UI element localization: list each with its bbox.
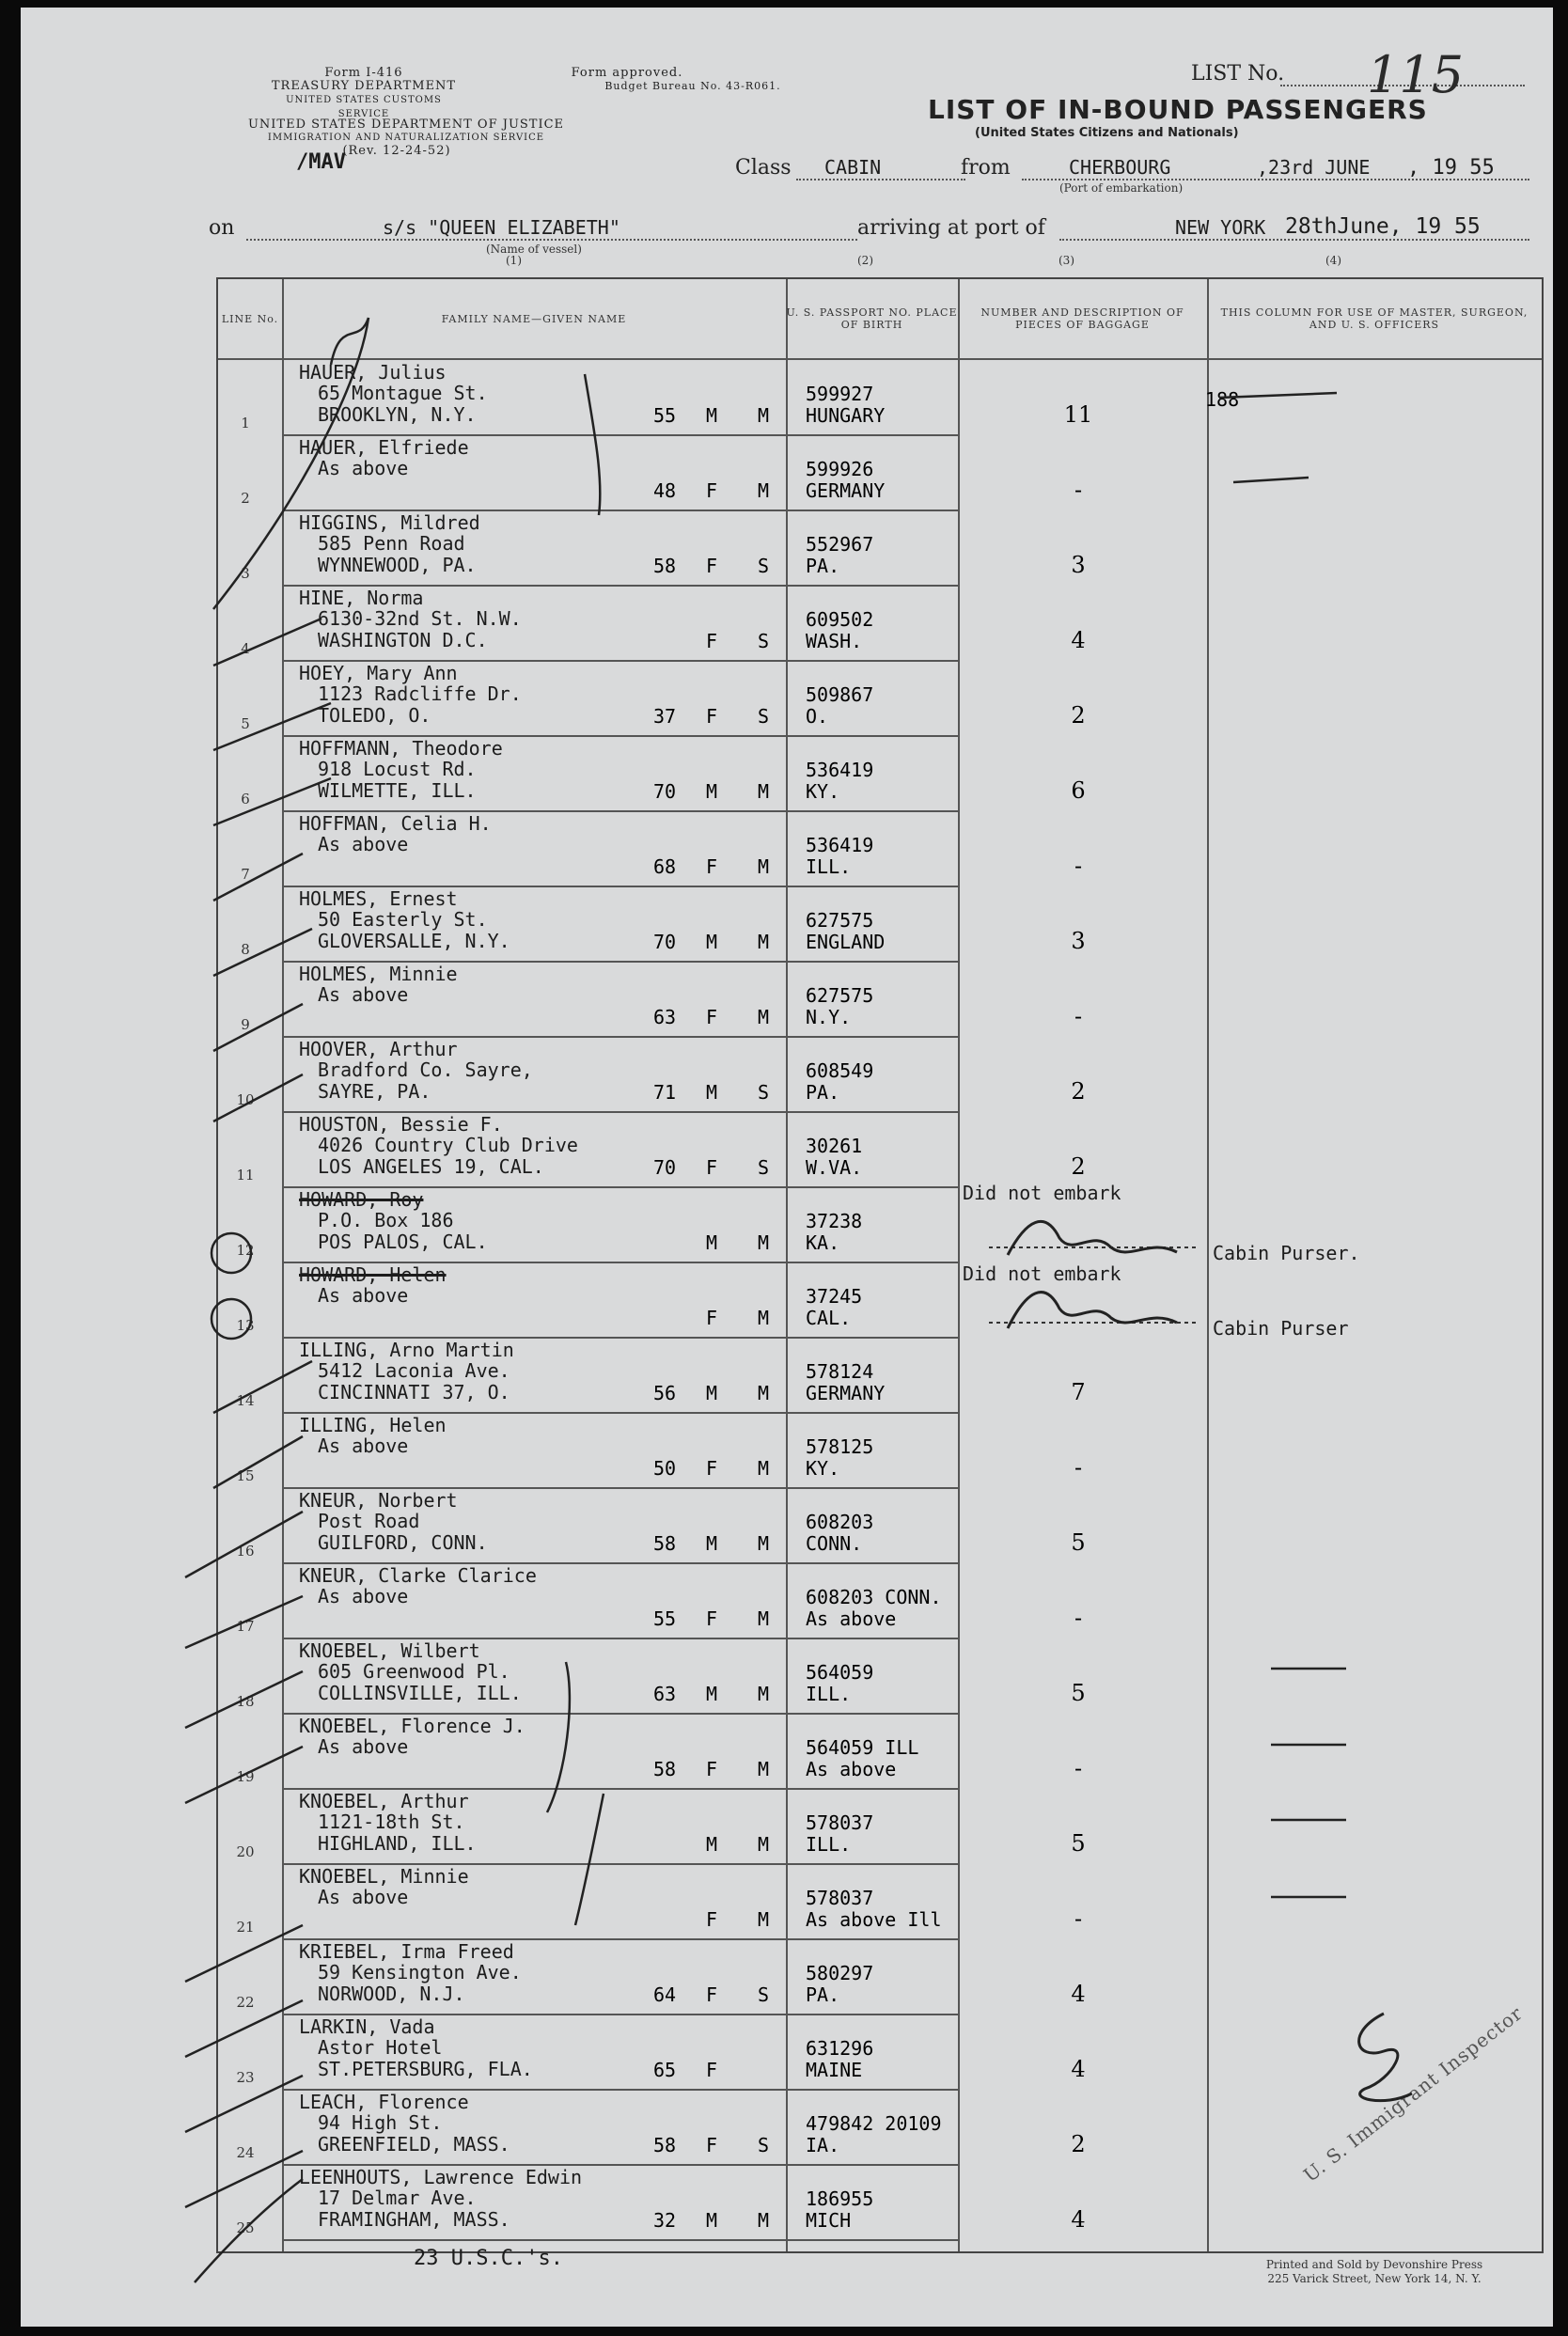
address-line: 4026 Country Club Drive <box>318 1134 578 1156</box>
line-number: 17 <box>236 1618 255 1635</box>
passenger-name: HOUSTON, Bessie F. <box>299 1113 503 1136</box>
baggage-count: - <box>1074 1605 1083 1631</box>
address-line: 59 Kensington Ave. <box>318 1961 522 1983</box>
passenger-name: KNEUR, Norbert <box>299 1489 458 1512</box>
birthplace: KY. <box>806 1457 840 1480</box>
sex-cell: F <box>705 1457 718 1480</box>
birthplace: ENGLAND <box>806 931 886 953</box>
line-number: 12 <box>236 1242 255 1259</box>
passport-number: 37245 <box>806 1285 863 1308</box>
passport-number: 578124 <box>806 1360 874 1383</box>
baggage-count: 5 <box>1071 1529 1086 1556</box>
vessel-name: s/s "QUEEN ELIZABETH" <box>383 216 620 239</box>
passenger-name: LEENHOUTS, Lawrence Edwin <box>299 2166 583 2188</box>
line-number: 21 <box>236 1919 255 1936</box>
passport-number: 608203 <box>806 1511 874 1533</box>
did-not-embark-note-2: Did not embark <box>963 1262 1121 1285</box>
birthplace: PA. <box>806 1081 840 1104</box>
arrival-date: 28thJune, 19 55 <box>1285 214 1481 239</box>
baggage-count: 5 <box>1071 1830 1086 1857</box>
address-line: Post Road <box>318 1510 420 1532</box>
marital-status-cell: M <box>757 479 770 502</box>
customs-label: UNITED STATES CUSTOMS SERVICE <box>286 95 442 119</box>
sex-cell: F <box>705 1156 718 1179</box>
passport-number: 609502 <box>806 608 874 631</box>
passport-number: 552967 <box>806 533 874 556</box>
baggage-count: - <box>1074 477 1083 503</box>
baggage-count: 2 <box>1071 1153 1086 1180</box>
cabin-purser-note-2: Cabin Purser <box>1213 1317 1349 1340</box>
passport-number: 578037 <box>806 1811 874 1834</box>
address-line: 5412 Laconia Ave. <box>318 1359 510 1382</box>
passenger-name: KNOEBEL, Wilbert <box>299 1639 480 1662</box>
cabin-purser-note-1: Cabin Purser. <box>1213 1242 1360 1264</box>
address-line: 918 Locust Rd. <box>318 758 477 780</box>
baggage-count: 7 <box>1071 1379 1086 1405</box>
address-line: P.O. Box 186 <box>318 1209 454 1231</box>
sex-cell: M <box>705 1081 718 1104</box>
marital-status-cell: M <box>757 1758 770 1780</box>
city-line: BROOKLYN, N.Y. <box>318 403 477 426</box>
on-label: on <box>209 216 235 240</box>
age-cell: 63 <box>652 1683 677 1705</box>
mav-code: /MAV <box>296 150 346 174</box>
departure-date: ,23rd JUNE <box>1257 156 1371 179</box>
marital-status-cell: S <box>757 630 770 652</box>
address-line: 585 Penn Road <box>318 532 465 555</box>
baggage-count: 6 <box>1071 777 1086 804</box>
from-value: CHERBOURG <box>1069 156 1171 179</box>
baggage-count: 2 <box>1071 2131 1086 2157</box>
passport-number: 564059 <box>806 1661 874 1684</box>
sex-cell: M <box>705 2209 718 2232</box>
doj-label: UNITED STATES DEPARTMENT OF JUSTICE <box>247 118 565 132</box>
city-line: WASHINGTON D.C. <box>318 629 488 651</box>
manifest-page <box>21 8 1553 2327</box>
address-line: 1123 Radcliffe Dr. <box>318 682 522 705</box>
arrival-port: NEW YORK <box>1175 216 1266 239</box>
marital-status-cell: M <box>757 1607 770 1630</box>
address-line: 65 Montague St. <box>318 382 488 404</box>
address-line: As above <box>318 1886 409 1908</box>
line-number: 11 <box>236 1167 255 1184</box>
passenger-name: HINE, Norma <box>299 587 424 609</box>
marital-status-cell: S <box>757 1081 770 1104</box>
col-num-2: (2) <box>857 254 873 267</box>
departure-year: , 19 55 <box>1407 156 1495 180</box>
age-cell: 68 <box>652 855 677 878</box>
passenger-name: ILLING, Helen <box>299 1414 447 1436</box>
line-number: 16 <box>236 1543 255 1560</box>
baggage-count: 2 <box>1071 1078 1086 1105</box>
marital-status-cell: M <box>757 1532 770 1555</box>
passenger-name: HOLMES, Minnie <box>299 963 458 985</box>
baggage-count: 4 <box>1071 627 1086 653</box>
marital-status-cell: S <box>757 1156 770 1179</box>
birthplace: As above <box>806 1758 897 1780</box>
passport-number: 578037 <box>806 1887 874 1909</box>
baggage-count: 4 <box>1071 2056 1086 2082</box>
city-line: LOS ANGELES 19, CAL. <box>318 1155 544 1178</box>
passenger-name: KNOEBEL, Minnie <box>299 1865 469 1888</box>
birthplace: ILL. <box>806 1833 852 1856</box>
city-line: GREENFIELD, MASS. <box>318 2133 510 2156</box>
revision: (Rev. 12-24-52) <box>342 144 451 158</box>
sex-cell: F <box>705 855 718 878</box>
passenger-name: KNOEBEL, Arthur <box>299 1790 469 1812</box>
birthplace: GERMANY <box>806 479 886 502</box>
birthplace: PA. <box>806 555 840 577</box>
birthplace: ILL. <box>806 1683 852 1705</box>
sex-cell: F <box>705 1607 718 1630</box>
line-number: 9 <box>241 1016 250 1033</box>
marital-status-cell: M <box>757 1833 770 1856</box>
marital-status-cell: M <box>757 1382 770 1404</box>
passenger-name: LARKIN, Vada <box>299 2015 435 2038</box>
passenger-name: HOLMES, Ernest <box>299 887 458 910</box>
marital-status-cell: M <box>757 1908 770 1931</box>
col-num-4: (4) <box>1325 254 1341 267</box>
birthplace: N.Y. <box>806 1006 852 1028</box>
line-number: 7 <box>241 866 250 883</box>
marital-status-cell: M <box>757 2209 770 2232</box>
class-value: CABIN <box>824 156 882 179</box>
passport-number: 37238 <box>806 1210 863 1232</box>
birthplace: CAL. <box>806 1307 852 1329</box>
baggage-count: 2 <box>1071 702 1086 729</box>
age-cell: 50 <box>652 1457 677 1480</box>
address-line: Astor Hotel <box>318 2036 443 2059</box>
approved-label: Form approved. <box>571 66 683 80</box>
birthplace: KY. <box>806 780 840 803</box>
passport-number: 536419 <box>806 834 874 856</box>
line-number: 15 <box>236 1467 255 1484</box>
line-number: 1 <box>241 415 250 431</box>
passenger-name: KNEUR, Clarke Clarice <box>299 1564 537 1587</box>
ins-label: IMMIGRATION AND NATURALIZATION SERVICE <box>267 133 545 143</box>
marital-status-cell: S <box>757 705 770 728</box>
city-line: WYNNEWOOD, PA. <box>318 554 477 576</box>
passenger-name: HOEY, Mary Ann <box>299 662 458 684</box>
passenger-name: HAUER, Elfriede <box>299 436 469 459</box>
col-num-3: (3) <box>1058 254 1074 267</box>
birthplace: WASH. <box>806 630 863 652</box>
line-number: 10 <box>236 1091 255 1108</box>
marital-status-cell: S <box>757 555 770 577</box>
age-cell: 64 <box>652 1983 677 2006</box>
passenger-name: HOFFMAN, Celia H. <box>299 812 492 835</box>
form-subtitle: (United States Citizens and Nationals) <box>975 126 1239 140</box>
age-cell: 58 <box>652 1532 677 1555</box>
baggage-count: 4 <box>1071 2206 1086 2233</box>
baggage-count: 3 <box>1071 552 1086 578</box>
age-cell: 63 <box>652 1006 677 1028</box>
sex-cell: M <box>705 931 718 953</box>
age-cell: 58 <box>652 2134 677 2156</box>
sex-cell: M <box>705 780 718 803</box>
sex-cell: M <box>705 404 718 427</box>
line-number: 18 <box>236 1693 255 1710</box>
address-line: 605 Greenwood Pl. <box>318 1660 510 1683</box>
baggage-count: - <box>1074 1905 1083 1932</box>
age-cell: 70 <box>652 780 677 803</box>
age-cell: 37 <box>652 705 677 728</box>
marital-status-cell: M <box>757 1683 770 1705</box>
passport-number: 479842 20109 <box>806 2112 942 2135</box>
sex-cell: M <box>705 1382 718 1404</box>
baggage-count: 4 <box>1071 1981 1086 2007</box>
age-cell: 71 <box>652 1081 677 1104</box>
line-number: 22 <box>236 1994 255 2011</box>
birthplace: As above <box>806 1607 897 1630</box>
passport-number: 599927 <box>806 383 874 405</box>
city-line: ST.PETERSBURG, FLA. <box>318 2058 533 2080</box>
sex-cell: M <box>705 1683 718 1705</box>
address-line: As above <box>318 1585 409 1607</box>
col-num-1: (1) <box>506 254 522 267</box>
from-label: from <box>961 156 1011 180</box>
baggage-count: - <box>1074 1003 1083 1029</box>
sex-cell: F <box>705 630 718 652</box>
sex-cell: M <box>705 1532 718 1555</box>
passenger-name: KNOEBEL, Florence J. <box>299 1715 525 1737</box>
birthplace: MICH <box>806 2209 852 2232</box>
birthplace: W.VA. <box>806 1156 863 1179</box>
passenger-name: ILLING, Arno Martin <box>299 1339 514 1361</box>
officer-note: 188 <box>1205 388 1240 411</box>
city-line: POS PALOS, CAL. <box>318 1231 488 1253</box>
passport-number: 608549 <box>806 1059 874 1082</box>
birthplace: MAINE <box>806 2059 863 2081</box>
line-number: 3 <box>241 565 250 582</box>
passport-number: 631296 <box>806 2037 874 2060</box>
passport-number: 30261 <box>806 1135 863 1157</box>
passenger-name: HOOVER, Arthur <box>299 1038 458 1060</box>
list-no-value: 115 <box>1367 45 1465 104</box>
passport-number: 580297 <box>806 1962 874 1984</box>
address-line: 17 Delmar Ave. <box>318 2187 477 2209</box>
line-number: 4 <box>241 640 250 657</box>
header-officers: THIS COLUMN FOR USE OF MASTER, SURGEON, AND U. S. OFFICERS <box>1220 306 1529 331</box>
birthplace: ILL. <box>806 855 852 878</box>
budget-label: Budget Bureau No. 43-R061. <box>604 80 781 92</box>
sex-cell: F <box>705 1983 718 2006</box>
city-line: COLLINSVILLE, ILL. <box>318 1682 522 1704</box>
form-title: LIST OF IN-BOUND PASSENGERS <box>928 94 1428 125</box>
city-line: GUILFORD, CONN. <box>318 1531 488 1554</box>
age-cell: 48 <box>652 479 677 502</box>
age-cell: 65 <box>652 2059 677 2081</box>
header-name: FAMILY NAME—GIVEN NAME <box>441 312 627 325</box>
header-passport: U. S. PASSPORT NO. PLACE OF BIRTH <box>786 306 958 331</box>
list-no-label: LIST No. <box>1191 62 1285 86</box>
marital-status-cell: S <box>757 2134 770 2156</box>
age-cell: 58 <box>652 1758 677 1780</box>
birthplace: PA. <box>806 1983 840 2006</box>
address-line: 94 High St. <box>318 2111 443 2134</box>
marital-status-cell: M <box>757 1307 770 1329</box>
address-line: Bradford Co. Sayre, <box>318 1058 533 1081</box>
passenger-name: HIGGINS, Mildred <box>299 511 480 534</box>
passport-number: 564059 ILL <box>806 1736 919 1759</box>
age-cell: 58 <box>652 555 677 577</box>
line-number: 14 <box>236 1392 255 1409</box>
marital-status-cell: M <box>757 1457 770 1480</box>
passenger-name: HOFFMANN, Theodore <box>299 737 503 760</box>
passenger-name: KRIEBEL, Irma Freed <box>299 1940 514 1963</box>
class-label: Class <box>735 156 792 180</box>
check-marks <box>21 8 1553 2327</box>
passport-number: 627575 <box>806 909 874 932</box>
port-caption: (Port of embarkation) <box>1059 181 1184 195</box>
marital-status-cell: M <box>757 404 770 427</box>
address-line: As above <box>318 1284 409 1307</box>
age-cell: 32 <box>652 2209 677 2232</box>
line-number: 8 <box>241 941 250 958</box>
city-line: CINCINNATI 37, O. <box>318 1381 510 1403</box>
age-cell: 70 <box>652 1156 677 1179</box>
passenger-name: HOWARD, Roy <box>299 1188 424 1211</box>
baggage-count: - <box>1074 853 1083 879</box>
passport-number: 536419 <box>806 759 874 781</box>
sex-cell: F <box>705 479 718 502</box>
line-number: 25 <box>236 2219 255 2236</box>
passport-number: 186955 <box>806 2187 874 2210</box>
line-number: 20 <box>236 1843 255 1860</box>
sex-cell: F <box>705 705 718 728</box>
baggage-count: - <box>1074 1755 1083 1781</box>
city-line: TOLEDO, O. <box>318 704 431 727</box>
address-line: As above <box>318 1735 409 1758</box>
city-line: GLOVERSALLE, N.Y. <box>318 930 510 952</box>
birthplace: CONN. <box>806 1532 863 1555</box>
city-line: SAYRE, PA. <box>318 1080 431 1103</box>
city-line: NORWOOD, N.J. <box>318 1983 465 2005</box>
passport-number: 509867 <box>806 683 874 706</box>
sex-cell: F <box>705 1006 718 1028</box>
sex-cell: M <box>705 1833 718 1856</box>
marital-status-cell: M <box>757 931 770 953</box>
line-number: 6 <box>241 791 250 807</box>
age-cell: 55 <box>652 404 677 427</box>
treasury-label: TREASURY DEPARTMENT <box>271 79 457 93</box>
passenger-name: HOWARD, Helen <box>299 1263 447 1286</box>
birthplace: HUNGARY <box>806 404 886 427</box>
baggage-count: 5 <box>1071 1680 1086 1706</box>
marital-status-cell: M <box>757 1231 770 1254</box>
marital-status-cell: M <box>757 1006 770 1028</box>
line-number: 23 <box>236 2069 255 2086</box>
city-line: FRAMINGHAM, MASS. <box>318 2208 510 2231</box>
sex-cell: F <box>705 1307 718 1329</box>
inspector-stamp: U. S. Immigrant Inspector <box>1299 2001 1528 2187</box>
header-baggage: NUMBER AND DESCRIPTION OF PIECES OF BAGGAGE <box>980 306 1184 331</box>
vessel-caption: (Name of vessel) <box>486 243 582 256</box>
line-number: 5 <box>241 715 250 732</box>
arriving-label: arriving at port of <box>857 216 1045 240</box>
passenger-name: LEACH, Florence <box>299 2091 469 2113</box>
city-line: HIGHLAND, ILL. <box>318 1832 477 1855</box>
baggage-count: 3 <box>1071 928 1086 954</box>
passenger-name: HAUER, Julius <box>299 361 447 384</box>
marital-status-cell: S <box>757 1983 770 2006</box>
age-cell: 55 <box>652 1607 677 1630</box>
usc-note: 23 U.S.C.'s. <box>414 2247 563 2270</box>
sex-cell: F <box>705 1758 718 1780</box>
sex-cell: F <box>705 2134 718 2156</box>
sex-cell: F <box>705 555 718 577</box>
address-line: As above <box>318 983 409 1006</box>
baggage-count: 11 <box>1063 401 1093 428</box>
did-not-embark-note-1: Did not embark <box>963 1182 1121 1204</box>
marital-status-cell: M <box>757 855 770 878</box>
address-line: As above <box>318 833 409 855</box>
birthplace: O. <box>806 705 829 728</box>
city-line: WILMETTE, ILL. <box>318 779 477 802</box>
address-line: As above <box>318 1435 409 1457</box>
sex-cell: F <box>705 2059 718 2081</box>
printer-line-1: Printed and Sold by Devonshire Press <box>1265 2258 1483 2271</box>
address-line: As above <box>318 457 409 479</box>
form-id: Form I-416 <box>324 66 403 80</box>
passport-number: 599926 <box>806 458 874 480</box>
birthplace: KA. <box>806 1231 840 1254</box>
line-number: 2 <box>241 490 250 507</box>
sex-cell: F <box>705 1908 718 1931</box>
birthplace: GERMANY <box>806 1382 886 1404</box>
age-cell: 70 <box>652 931 677 953</box>
age-cell: 56 <box>652 1382 677 1404</box>
baggage-count: - <box>1074 1454 1083 1481</box>
passport-number: 578125 <box>806 1435 874 1458</box>
line-number: 24 <box>236 2144 255 2161</box>
header-line-no: LINE No. <box>221 312 279 325</box>
birthplace: As above Ill <box>806 1908 942 1931</box>
passport-number: 627575 <box>806 984 874 1007</box>
marital-status-cell: M <box>757 780 770 803</box>
line-number: 19 <box>236 1768 255 1785</box>
sex-cell: M <box>705 1231 718 1254</box>
address-line: 6130-32nd St. N.W. <box>318 607 522 630</box>
birthplace: IA. <box>806 2134 840 2156</box>
passport-number: 608203 CONN. <box>806 1586 942 1608</box>
printer-line-2: 225 Varick Street, New York 14, N. Y. <box>1267 2272 1482 2285</box>
address-line: 50 Easterly St. <box>318 908 488 931</box>
line-number: 13 <box>236 1317 255 1334</box>
address-line: 1121-18th St. <box>318 1811 465 1833</box>
